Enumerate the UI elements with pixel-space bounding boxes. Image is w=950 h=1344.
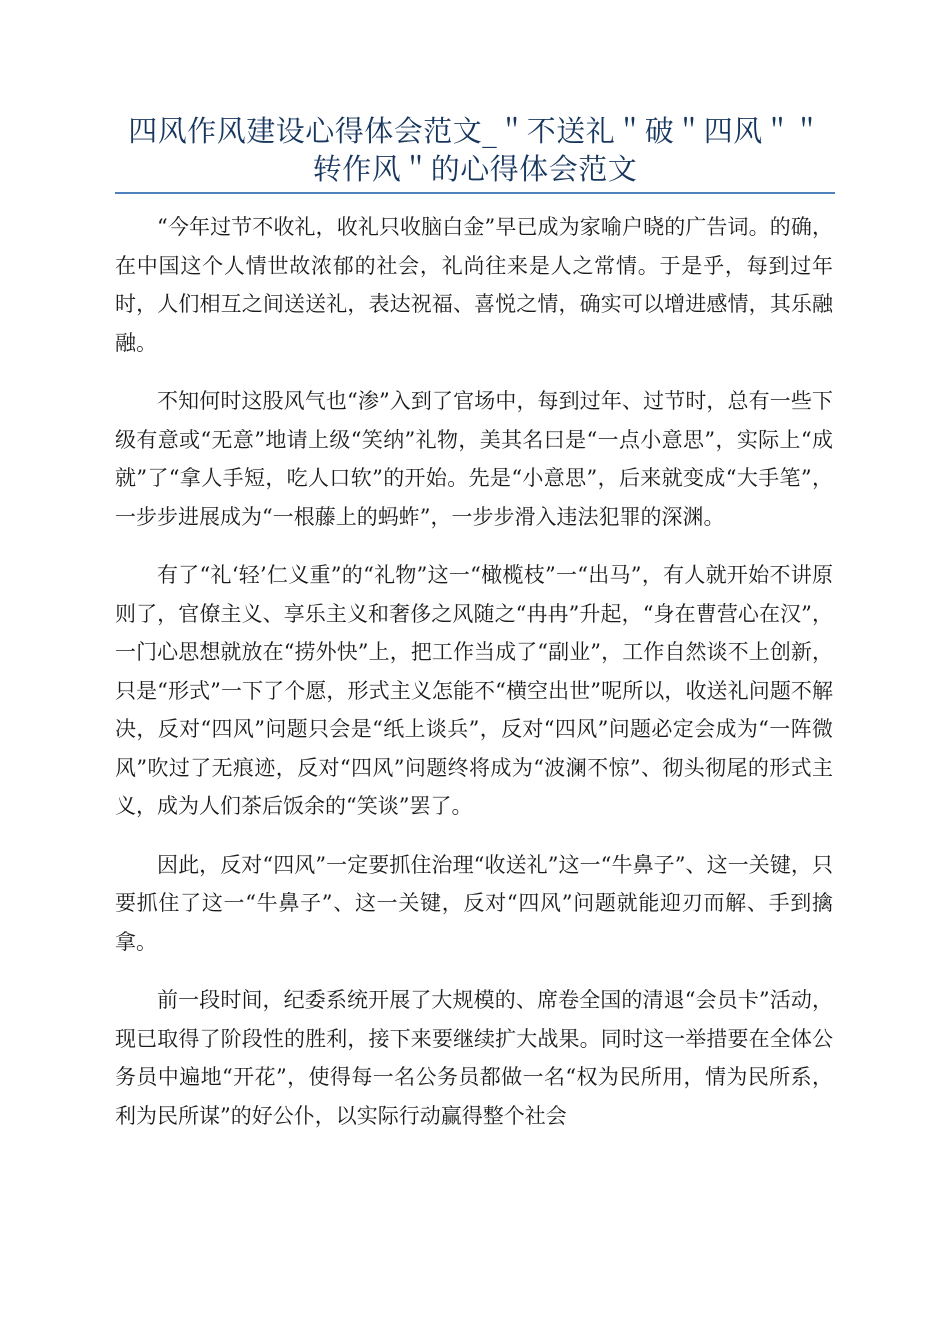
- paragraph-3: 有了“礼‘轻’仁义重”的“礼物”这一“橄榄枝”一“出马”，有人就开始不讲原则了，官僚主义、享乐主义和奢侈之风随之“冉冉”升起，“身在曹营心在汉”，一门心思想就放在“捞外快”上，把工作当成了“副业”，工作自然谈不上创新，只是“形式”一下了个愿，形式主义怎能不“横空出世”呢所以，收送礼问题不解决，反对“四风”问题只会是“纸上谈兵”，反对“四风”问题必定会成为“一阵微风”吹过了无痕迹，反对“四风”问题终将成为“波澜不惊”、彻头彻尾的形式主义，成为人们茶后饭余的“笑谈”罢了。: [115, 563, 833, 818]
- document-body: [115, 208, 833, 1155]
- document-title: 四风作风建设心得体会范文_＂不送礼＂破＂四风＂＂转作风＂的心得体会范文: [128, 114, 822, 186]
- paragraph-1: “今年过节不收礼，收礼只收脑白金”早已成为家喻户晓的广告词。的确，在中国这个人情世故浓郁的社会，礼尚往来是人之常情。于是乎，每到过年时，人们相互之间送送礼，表达祝福、喜悦之情，确实可以增进感情，其乐融融。: [115, 215, 833, 355]
- title-block: [115, 112, 835, 194]
- paragraph-2: 不知何时这股风气也“渗”入到了官场中，每到过年、过节时，总有一些下级有意或“无意”地请上级“笑纳”礼物，美其名曰是“一点小意思”，实际上“成就”了“拿人手短，吃人口软”的开始。先是“小意思”，后来就变成“大手笔”，一步步进展成为“一根藤上的蚂蚱”，一步步滑入违法犯罪的深渊。: [115, 389, 833, 529]
- paragraph-5: 前一段时间，纪委系统开展了大规模的、席卷全国的清退“会员卡”活动，现已取得了阶段性的胜利，接下来要继续扩大战果。同时这一举措要在全体公务员中遍地“开花”，使得每一名公务员都做一名“权为民所用，情为民所系，利为民所谋”的好公仆，以实际行动赢得整个社会: [115, 988, 833, 1128]
- paragraph-4: 因此，反对“四风”一定要抓住治理“收送礼”这一“牛鼻子”、这一关键，只要抓住了这一“牛鼻子”、这一关键，反对“四风”问题就能迎刃而解、手到擒拿。: [115, 852, 833, 954]
